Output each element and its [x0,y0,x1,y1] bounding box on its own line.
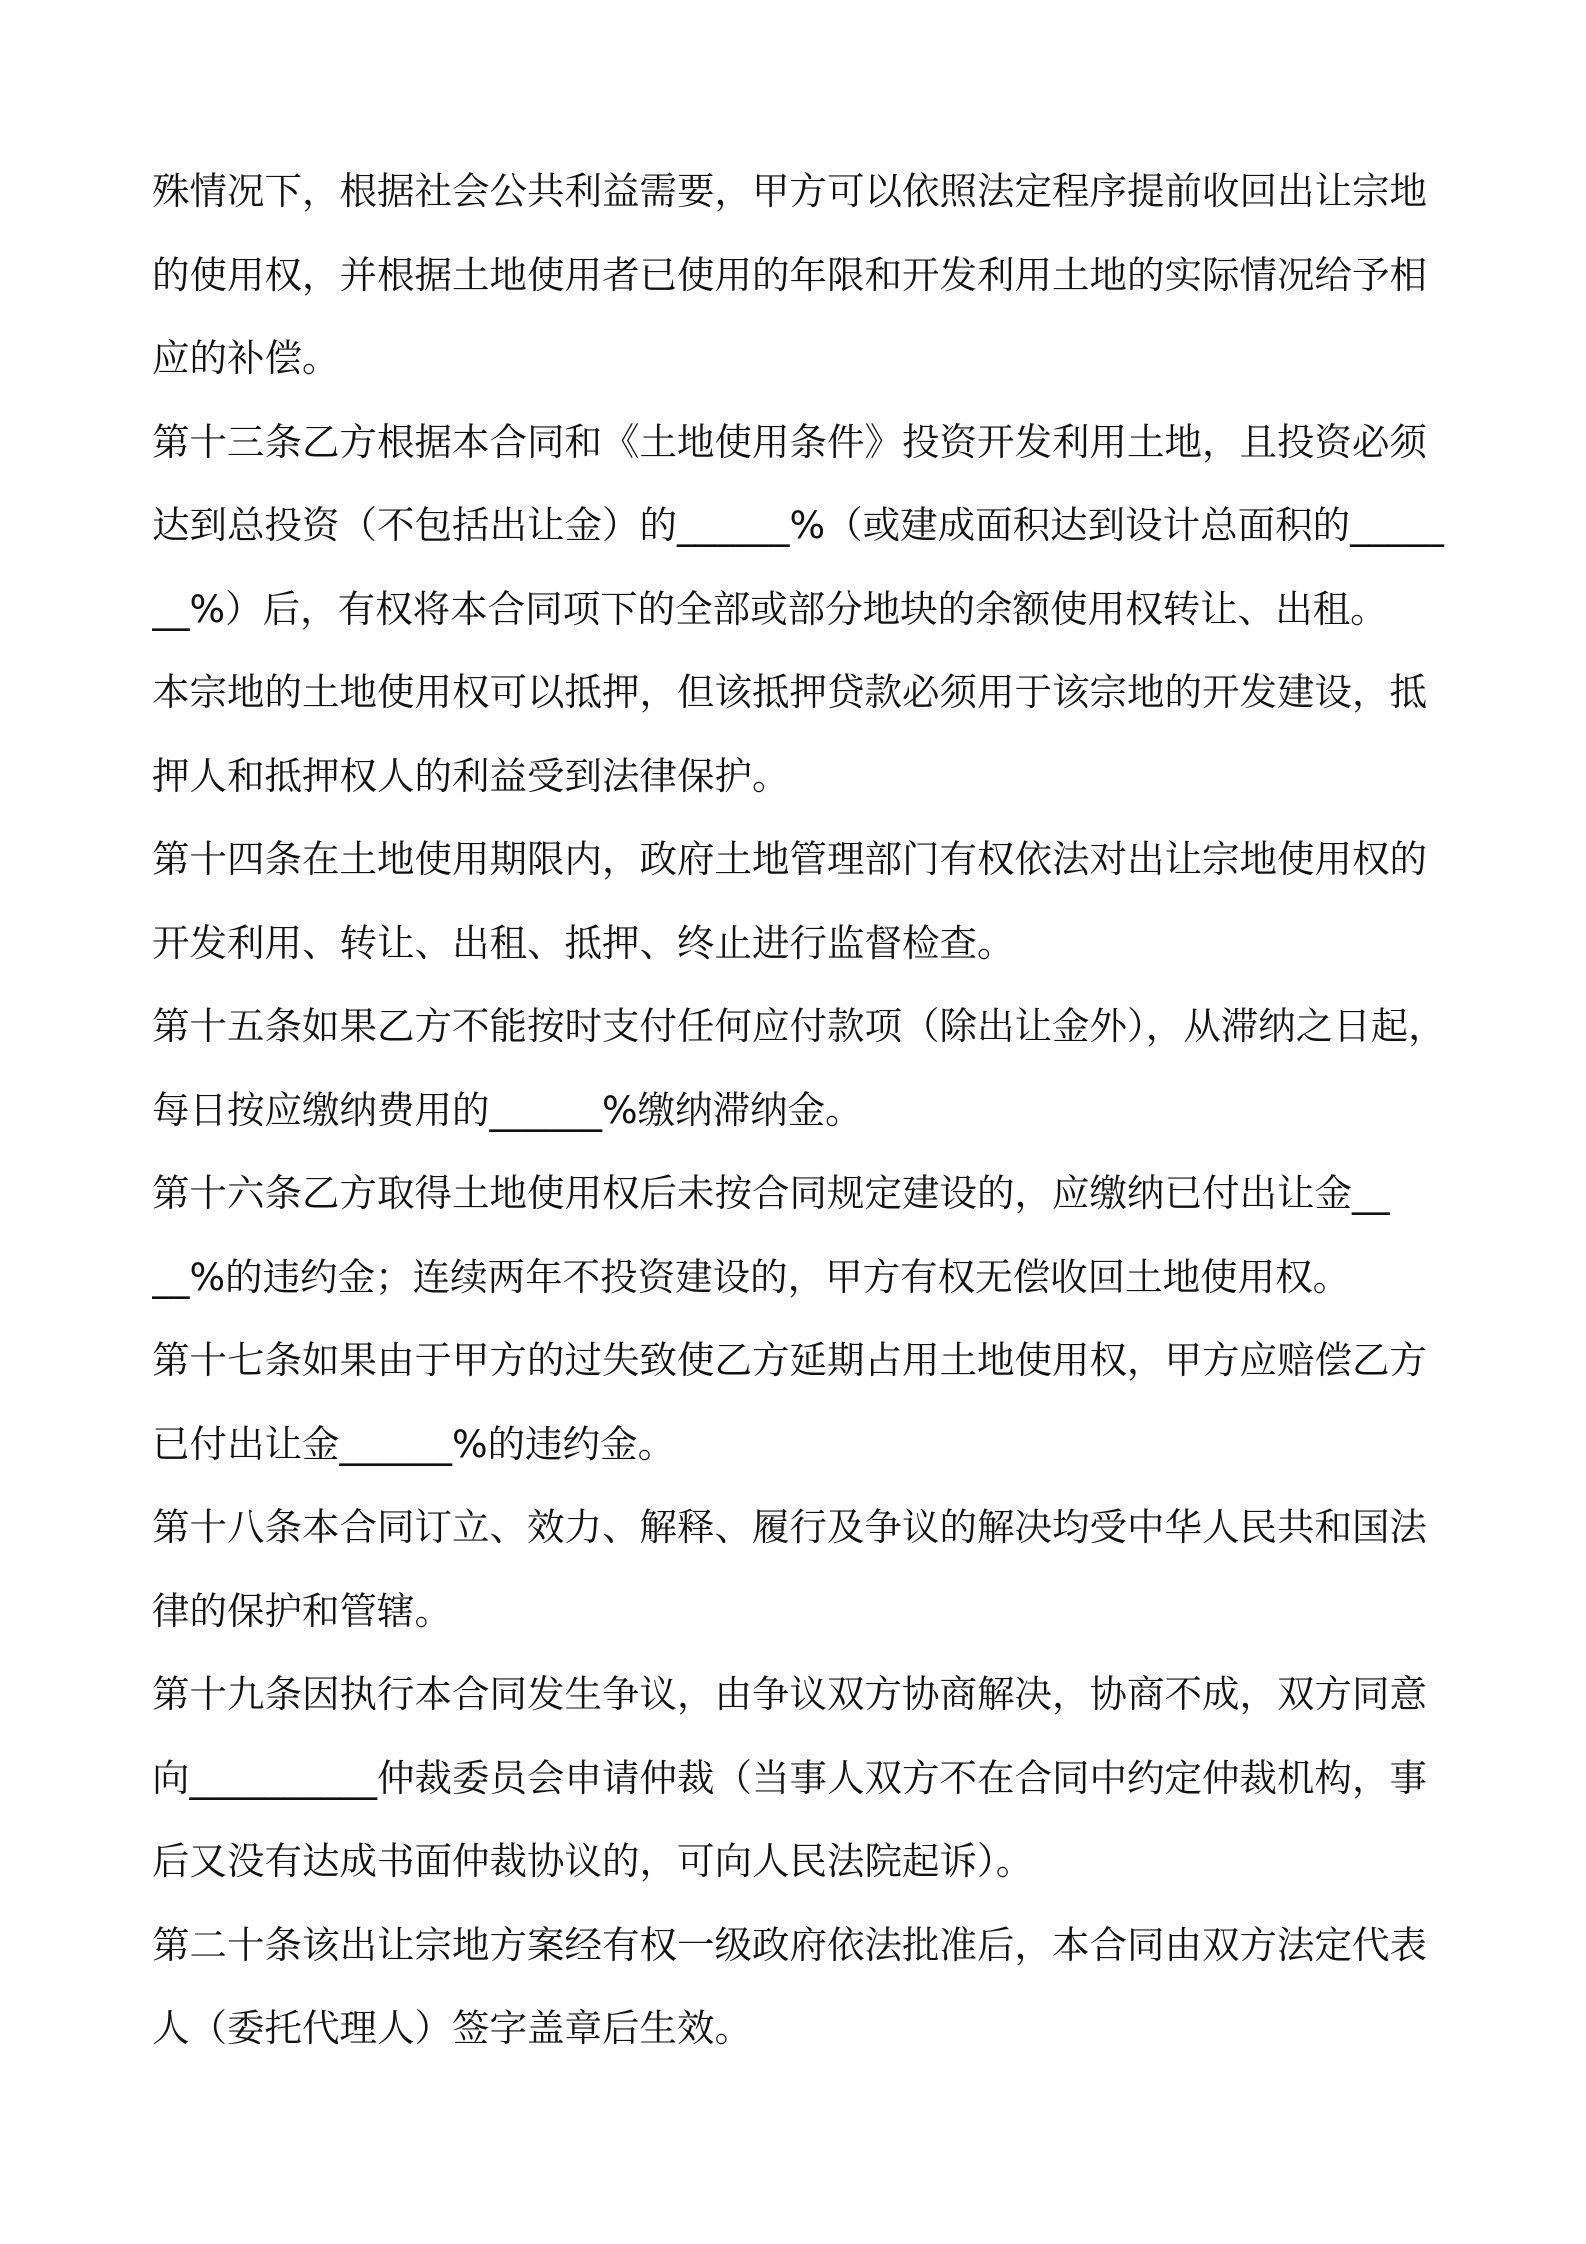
text-line: 律的保护和管辖。 [152,1588,452,1633]
text-line: 第十三条乙方根据本合同和《土地使用条件》投资开发利用土地，且投资必须 [152,419,1427,464]
text-line: 的使用权，并根据土地使用者已使用的年限和开发利用土地的实际情况给予相 [152,252,1427,297]
text-line: __%）后，有权将本合同项下的全部或部分地块的余额使用权转让、出租。 [152,586,1388,631]
text-line: 第十九条因执行本合同发生争议，由争议双方协商解决，协商不成，双方同意 [152,1672,1427,1716]
text-line: 押人和抵押权人的利益受到法律保护。 [152,753,790,798]
text-line: 已付出让金______%的违约金。 [152,1421,676,1466]
text-line: 人（委托代理人）签字盖章后生效。 [152,2006,752,2050]
text-line: 应的补偿。 [152,336,340,380]
text-line: 本宗地的土地使用权可以抵押，但该抵押贷款必须用于该宗地的开发建设，抵 [152,670,1427,714]
text-line: 第十四条在土地使用期限内，政府土地管理部门有权依法对出让宗地使用权的 [152,837,1427,881]
text-line: 每日按应缴纳费用的______%缴纳滞纳金。 [152,1087,863,1132]
text-line: 第十八条本合同订立、效力、解释、履行及争议的解决均受中华人民共和国法 [152,1505,1427,1549]
text-line: __%的违约金；连续两年不投资建设的，甲方有权无偿收回土地使用权。 [152,1254,1351,1299]
text-line: 第十七条如果由于甲方的过失致使乙方延期占用土地使用权，甲方应赔偿乙方 [152,1338,1427,1382]
text-line: 第十六条乙方取得土地使用权后未按合同规定建设的，应缴纳已付出让金__ [152,1171,1390,1215]
text-line: 开发利用、转让、出租、抵押、终止进行监督检查。 [152,920,1015,965]
document-body [152,150,1452,2071]
text-line: 后又没有达成书面仲裁协议的，可向人民法院起诉）。 [152,1839,1034,1883]
text-line: 第十五条如果乙方不能按时支付任何应付款项（除出让金外），从滞纳之日起， [152,1004,1446,1048]
text-line: 向__________仲裁委员会申请仲裁（当事人双方不在合同中约定仲裁机构，事 [152,1755,1427,1800]
text-line: 殊情况下，根据社会公共利益需要，甲方可以依照法定程序提前收回出让宗地 [152,169,1427,213]
text-line: 达到总投资（不包括出让金）的______%（或建成面积达到设计总面积的_____ [152,503,1444,547]
text-line: 第二十条该出让宗地方案经有权一级政府依法批准后，本合同由双方法定代表 [152,1922,1427,1967]
